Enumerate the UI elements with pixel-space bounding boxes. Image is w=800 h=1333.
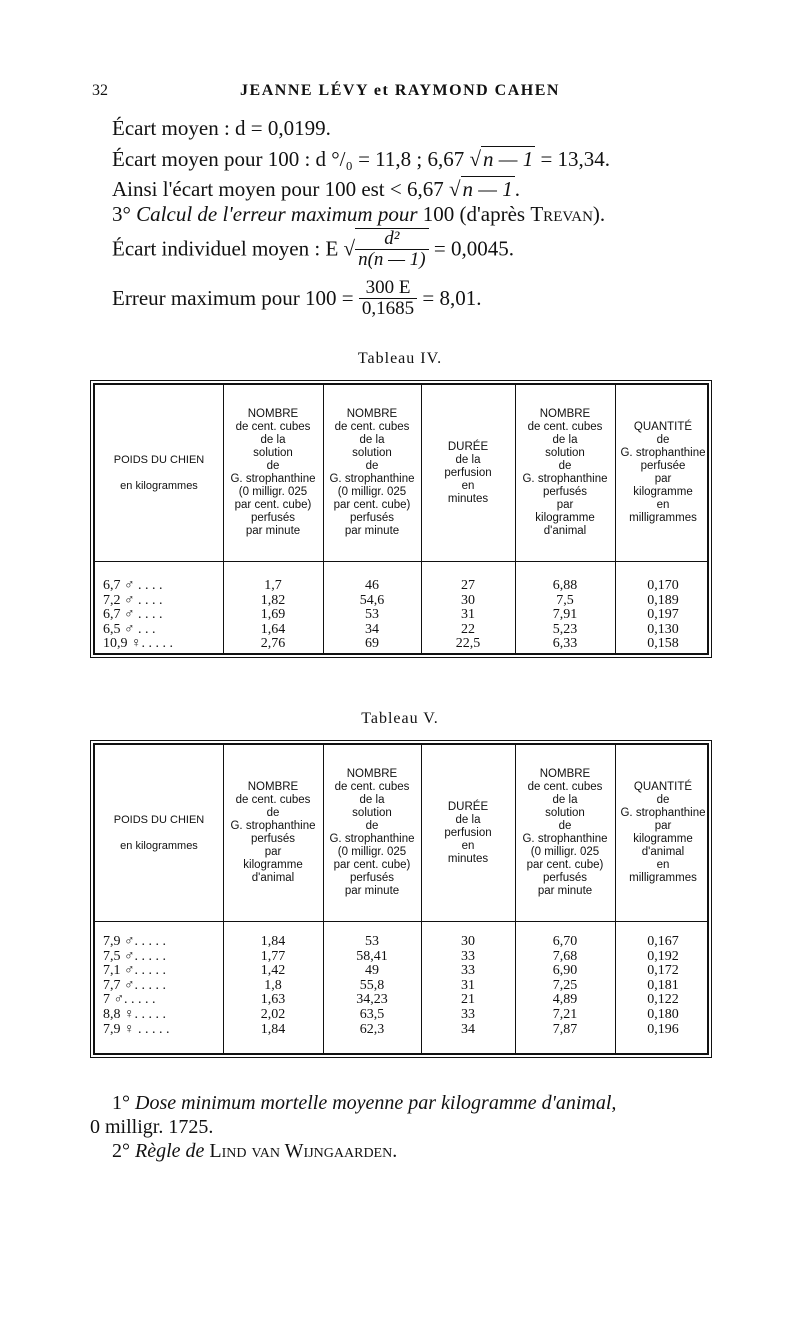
table-4-caption: Tableau IV. bbox=[357, 350, 443, 367]
value-column bbox=[325, 579, 419, 652]
column-rule bbox=[515, 745, 516, 1053]
table-cell: 34,23 bbox=[356, 992, 388, 1008]
table-cell: 31 bbox=[461, 607, 475, 623]
running-head: JEANNE LÉVY et RAYMOND CAHEN bbox=[240, 82, 560, 99]
footer-item-1-num: 1° bbox=[112, 1092, 130, 1114]
table-5-caption: Tableau V. bbox=[361, 710, 439, 727]
column-header: QUANTITÉ de G. strophanthine par kilogramme d'animal en milligrammes bbox=[620, 781, 706, 884]
table-cell: 69 bbox=[365, 636, 379, 652]
calc-line-6 bbox=[112, 278, 481, 319]
table-cell: 1,82 bbox=[260, 592, 286, 608]
value-column bbox=[423, 579, 513, 652]
calc-line-4-end: ). bbox=[592, 202, 606, 226]
column-header: POIDS DU CHIEN en kilogrammes bbox=[113, 453, 205, 492]
column-rule bbox=[615, 745, 616, 1053]
table-cell: 1,63 bbox=[260, 992, 286, 1008]
value-column bbox=[617, 935, 709, 1037]
calc-line-5-frac-den: n(n — 1) bbox=[355, 249, 429, 270]
table-cell: 0,167 bbox=[647, 934, 679, 949]
column-rule bbox=[421, 385, 422, 653]
table-cell: 6,7 ♂ . . . . bbox=[103, 578, 163, 593]
calc-line-2-pre: Écart moyen pour 100 : d °/₀ = 11,8 ; 6,67 √ bbox=[112, 147, 482, 171]
calc-line-2-post: = 13,34. bbox=[535, 147, 611, 171]
table-cell: 5,23 bbox=[552, 621, 578, 637]
table-cell: 7,1 ♂. . . . . bbox=[103, 963, 166, 979]
column-header: NOMBRE de cent. cubes de la solution de G. strophanthine (0 milligr. 025 par cent. cube) perfusés par minute bbox=[329, 768, 415, 897]
table-cell: 1,84 bbox=[260, 934, 286, 949]
weight-column bbox=[103, 935, 221, 1037]
table-cell: 6,88 bbox=[552, 578, 578, 593]
table-cell: 0,122 bbox=[647, 992, 679, 1008]
calc-line-4-num: 3° bbox=[112, 202, 131, 226]
table-cell: 54,6 bbox=[359, 592, 385, 608]
table-cell: 0,196 bbox=[647, 1021, 679, 1037]
table-cell: 7,5 ♂. . . . . bbox=[103, 948, 166, 964]
table-cell: 1,7 bbox=[264, 578, 282, 593]
table-4 bbox=[90, 380, 712, 658]
column-rule bbox=[421, 745, 422, 1053]
table-frame bbox=[94, 384, 708, 654]
column-rule bbox=[323, 385, 324, 653]
value-column bbox=[325, 935, 419, 1037]
table-cell: 1,64 bbox=[260, 621, 286, 637]
table-cell: 7 ♂. . . . . bbox=[103, 992, 156, 1008]
calc-line-6-frac-den: 0,1685 bbox=[359, 298, 417, 319]
column-header: DURÉE de la perfusion en minutes bbox=[444, 440, 492, 505]
table-cell: 0,158 bbox=[647, 636, 679, 652]
column-rule bbox=[223, 745, 224, 1053]
value-column bbox=[225, 579, 321, 652]
table-cell: 7,68 bbox=[552, 948, 578, 964]
calc-line-4-author: Trevan bbox=[530, 202, 593, 226]
footer-item-2-name: Lind van Wijngaarden. bbox=[209, 1140, 398, 1162]
table-cell: 6,7 ♂ . . . . bbox=[103, 607, 163, 623]
value-column bbox=[423, 935, 513, 1037]
table-cell: 0,181 bbox=[647, 977, 679, 993]
table-cell: 53 bbox=[365, 607, 379, 623]
table-cell: 10,9 ♀. . . . . bbox=[103, 636, 173, 652]
footer-item-1-cont: 0 milligr. 1725. bbox=[90, 1116, 214, 1138]
table-cell: 0,172 bbox=[647, 963, 679, 979]
table-cell: 1,42 bbox=[260, 963, 286, 979]
calc-line-3-pre: Ainsi l'écart moyen pour 100 est < 6,67 √ bbox=[112, 177, 461, 201]
value-column bbox=[517, 579, 613, 652]
table-cell: 0,189 bbox=[647, 592, 679, 608]
calc-line-5-frac bbox=[355, 228, 429, 270]
calc-line-3-root: n — 1 bbox=[462, 177, 513, 201]
table-cell: 58,41 bbox=[356, 948, 388, 964]
table-cell: 7,9 ♀ . . . . . bbox=[103, 1021, 170, 1037]
table-cell: 4,89 bbox=[552, 992, 578, 1008]
calc-line-4-ital: Calcul de l'erreur maximum pour bbox=[136, 202, 418, 226]
table-cell: 6,5 ♂ . . . bbox=[103, 621, 156, 637]
table-cell: 22 bbox=[461, 621, 475, 637]
column-header: NOMBRE de cent. cubes de G. strophanthine perfusés par kilogramme d'animal bbox=[230, 781, 316, 884]
footer-item-1 bbox=[112, 1092, 616, 1115]
calc-line-2-root: n — 1 bbox=[483, 147, 534, 171]
column-rule bbox=[615, 385, 616, 653]
column-rule bbox=[323, 745, 324, 1053]
weight-column bbox=[103, 579, 221, 652]
footer-item-2-num: 2° bbox=[112, 1140, 130, 1162]
table-cell: 2,76 bbox=[260, 636, 286, 652]
value-column bbox=[517, 935, 613, 1037]
table-cell: 7,2 ♂ . . . . bbox=[103, 592, 163, 608]
column-header: NOMBRE de cent. cubes de la solution de G. strophanthine (0 milligr. 025 par cent. cube) perfusés par minute bbox=[230, 408, 316, 537]
table-cell: 33 bbox=[461, 1006, 475, 1022]
calc-line-3-post: . bbox=[514, 177, 520, 201]
calc-line-1: Écart moyen : d = 0,0199. bbox=[112, 116, 331, 140]
table-cell: 46 bbox=[365, 578, 379, 593]
calc-line-3 bbox=[112, 176, 520, 202]
table-cell: 34 bbox=[365, 621, 379, 637]
column-header: NOMBRE de cent. cubes de la solution de G. strophanthine (0 milligr. 025 par cent. cube) perfusés par minute bbox=[522, 768, 608, 897]
table-cell: 22,5 bbox=[455, 636, 481, 652]
header-rule bbox=[95, 561, 707, 562]
column-header: NOMBRE de cent. cubes de la solution de G. strophanthine (0 milligr. 025 par cent. cube) perfusés par minute bbox=[329, 408, 415, 537]
table-cell: 1,77 bbox=[260, 948, 286, 964]
table-cell: 2,02 bbox=[260, 1006, 286, 1022]
header-rule bbox=[95, 921, 707, 922]
table-frame bbox=[94, 744, 708, 1054]
table-cell: 6,90 bbox=[552, 963, 578, 979]
table-cell: 30 bbox=[461, 934, 475, 949]
value-column bbox=[617, 579, 709, 652]
footer-item-2 bbox=[112, 1140, 397, 1163]
table-cell: 0,180 bbox=[647, 1006, 679, 1022]
table-cell: 0,197 bbox=[647, 607, 679, 623]
calc-line-5 bbox=[112, 228, 514, 270]
value-column bbox=[225, 935, 321, 1037]
table-cell: 63,5 bbox=[359, 1006, 385, 1022]
table-cell: 1,84 bbox=[260, 1021, 286, 1037]
table-cell: 7,87 bbox=[552, 1021, 578, 1037]
table-cell: 8,8 ♀. . . . . bbox=[103, 1006, 166, 1022]
table-cell: 7,7 ♂. . . . . bbox=[103, 977, 166, 993]
table-cell: 55,8 bbox=[359, 977, 385, 993]
calc-line-4-rest: 100 (d'après bbox=[417, 202, 531, 226]
table-5 bbox=[90, 740, 712, 1058]
column-rule bbox=[515, 385, 516, 653]
table-cell: 49 bbox=[365, 963, 379, 979]
calc-line-6-frac bbox=[359, 278, 417, 319]
table-cell: 0,130 bbox=[647, 621, 679, 637]
table-cell: 33 bbox=[461, 948, 475, 964]
column-header: NOMBRE de cent. cubes de la solution de G. strophanthine perfusés par kilogramme d'animal bbox=[522, 408, 608, 537]
table-cell: 0,170 bbox=[647, 578, 679, 593]
calc-line-2 bbox=[112, 146, 610, 172]
table-cell: 27 bbox=[461, 578, 475, 593]
column-header: QUANTITÉ de G. strophanthine perfusée par kilogramme en milligrammes bbox=[620, 421, 706, 524]
table-cell: 30 bbox=[461, 592, 475, 608]
table-cell: 62,3 bbox=[359, 1021, 385, 1037]
table-cell: 7,21 bbox=[552, 1006, 578, 1022]
table-cell: 1,69 bbox=[260, 607, 286, 623]
calc-line-6-frac-num: 300 E bbox=[365, 277, 411, 298]
footer-item-2-text: Règle de bbox=[135, 1140, 205, 1162]
calc-line-5-frac-num: d² bbox=[384, 228, 400, 249]
footer-item-1-text: Dose minimum mortelle moyenne par kilogramme d'animal, bbox=[135, 1092, 617, 1114]
calc-line-4 bbox=[112, 202, 605, 227]
table-cell: 7,9 ♂. . . . . bbox=[103, 934, 166, 949]
table-cell: 0,192 bbox=[647, 948, 679, 964]
calc-line-6-post: = 8,01. bbox=[417, 285, 482, 310]
table-cell: 53 bbox=[365, 934, 379, 949]
table-cell: 1,8 bbox=[264, 977, 282, 993]
table-cell: 7,5 bbox=[556, 592, 574, 608]
table-cell: 33 bbox=[461, 963, 475, 979]
calc-line-6-pre: Erreur maximum pour 100 = bbox=[112, 285, 359, 310]
calc-line-5-post: = 0,0045. bbox=[428, 236, 514, 261]
calc-line-5-pre: Écart individuel moyen : E √ bbox=[112, 236, 356, 261]
column-header: POIDS DU CHIEN en kilogrammes bbox=[113, 813, 205, 852]
table-cell: 6,33 bbox=[552, 636, 578, 652]
table-cell: 34 bbox=[461, 1021, 475, 1037]
table-cell: 6,70 bbox=[552, 934, 578, 949]
table-cell: 7,25 bbox=[552, 977, 578, 993]
table-cell: 31 bbox=[461, 977, 475, 993]
table-cell: 7,91 bbox=[552, 607, 578, 623]
column-rule bbox=[223, 385, 224, 653]
page-number: 32 bbox=[92, 82, 108, 99]
table-cell: 21 bbox=[461, 992, 475, 1008]
column-header: DURÉE de la perfusion en minutes bbox=[444, 800, 492, 865]
